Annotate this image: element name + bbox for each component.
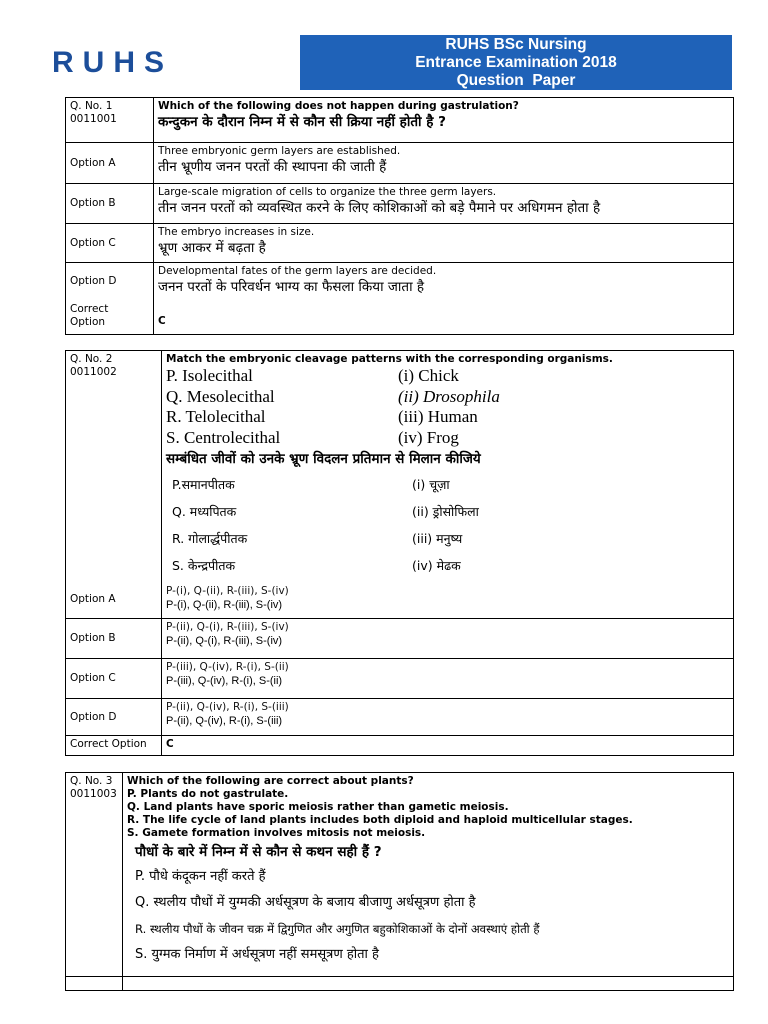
q1-option-d-row (66, 263, 734, 335)
q3-number-cell (66, 773, 123, 977)
q1-option-c-row (66, 224, 734, 263)
q2-option-b-cell (162, 619, 734, 659)
q2-left-q: Q. Mesolecithal (166, 386, 275, 406)
banner-line-1: RUHS BSc Nursing (445, 36, 587, 53)
q2-option-a-line2: P-(i), Q-(ii), R-(iii), S-(iv) (166, 599, 283, 611)
q1-correct-label: Correct Option (70, 303, 109, 328)
q2-question-hi: सम्बंधित जीवों को उनके भ्रूण विदलन प्रतिमान से मिलान कीजिये (166, 451, 481, 467)
q3-statement-en-s: S. Gamete formation involves mitosis not meiosis. (127, 827, 426, 839)
q2-option-a-label: Option A (70, 593, 116, 605)
q1-question-hi: कन्दुकन के दौरान निम्न में से कौन सी क्रिया नहीं होती है ? (158, 114, 446, 130)
q1-option-b-row (66, 184, 734, 224)
question-2-table (65, 350, 734, 756)
q3-number: Q. No. 3 (70, 775, 113, 787)
q2-left-hi-p: P.समानपीतक (172, 477, 235, 492)
q3-statement-en-p: P. Plants do not gastrulate. (127, 788, 289, 800)
q3-question-en: Which of the following are correct about plants? (127, 775, 414, 787)
q1-question-en: Which of the following does not happen during gastrulation? (158, 100, 519, 112)
q1-option-b-cell (154, 184, 734, 224)
q1-id: 0011001 (70, 113, 117, 125)
q2-correct-row (66, 736, 734, 756)
q2-left-p: P. Isolecithal (166, 366, 253, 385)
q1-option-a-label: Option A (66, 143, 154, 184)
exam-title-banner (300, 35, 732, 90)
q1-option-d-label-cell (66, 263, 154, 335)
q3-statement-hi-s: S. युग्मक निर्माण में अर्धसूत्रण नहीं समसूत्रण होता है (135, 947, 379, 962)
q3-id: 0011003 (70, 788, 117, 800)
q2-left-hi-r: R. गोलार्द्धपीतक (172, 531, 248, 546)
q3-statement-en-r: R. The life cycle of land plants includes both diploid and haploid multicellular stages. (127, 814, 633, 826)
q2-option-d-cell (162, 699, 734, 736)
q2-right-hi-ii: (ii) ड्रोसोफिला (412, 504, 479, 519)
q1-option-d-cell (154, 263, 734, 335)
q2-right-iii: (iii) Human (398, 407, 478, 426)
q1-correct-value: C (158, 315, 166, 327)
q2-option-c-label: Option C (66, 659, 162, 699)
q2-right-hi-iv: (iv) मेढक (412, 558, 461, 573)
q1-option-a-cell (154, 143, 734, 184)
q3-statement-hi-r: R. स्थलीय पौधों के जीवन चक्र में द्विगुणित और अगुणित बहुकोशिकाओं के दोनों अवस्थाएं होती हैं (135, 922, 540, 936)
q1-question-row (66, 98, 734, 143)
q2-option-d-line1: P-(ii), Q-(iv), R-(i), S-(iii) (166, 701, 289, 713)
banner-line-3: Question Paper (456, 72, 576, 89)
q2-option-c-row (66, 659, 734, 699)
q2-option-d-row (66, 699, 734, 736)
q3-next-row-content (123, 977, 734, 991)
q2-correct-label: Correct Option (66, 736, 162, 756)
q2-option-b-row (66, 619, 734, 659)
q2-question-en: Match the embryonic cleavage patterns with the corresponding organisms. (166, 353, 613, 365)
q2-right-ii: (ii) Drosophila (398, 386, 500, 406)
q2-right-hi-i: (i) चूज़ा (412, 477, 450, 492)
q1-option-b-label: Option B (66, 184, 154, 224)
ruhs-logo: RUHS (52, 46, 174, 79)
q2-left-s: S. Centrolecithal (166, 427, 281, 447)
q2-option-b-line2: P-(ii), Q-(i), R-(iii), S-(iv) (166, 635, 283, 647)
q1-option-b-hi: तीन जनन परतों को व्यवस्थित करने के लिए कोशिकाओं को बड़े पैमाने पर अधिगमन होता है (158, 200, 601, 216)
q1-option-c-hi: भ्रूण आकर में बढ़ता है (158, 240, 266, 256)
q3-next-row (66, 977, 734, 991)
q2-correct-value: C (162, 736, 734, 756)
q2-left-r: R. Telolecithal (166, 407, 266, 426)
q2-id: 0011002 (70, 366, 117, 378)
q2-question-row (66, 351, 734, 619)
q1-option-b-en: Large-scale migration of cells to organize the three germ layers. (158, 186, 497, 198)
q1-number: Q. No. 1 (70, 100, 113, 112)
q2-left-hi-q: Q. मध्यपितक (172, 504, 237, 519)
q2-option-b-line1: P-(ii), Q-(i), R-(iii), S-(iv) (166, 621, 289, 633)
q1-option-c-cell (154, 224, 734, 263)
q1-number-cell (66, 98, 154, 143)
question-3-table (65, 772, 734, 991)
q3-question-row (66, 773, 734, 977)
q1-option-a-row (66, 143, 734, 184)
q3-statement-hi-q: Q. स्थलीय पौधों में युग्मकी अर्धसूत्रण के बजाय बीजाणु अर्धसूत्रण होता है (135, 895, 476, 910)
q2-right-i: (i) Chick (398, 366, 459, 385)
q2-option-b-label: Option B (66, 619, 162, 659)
q1-option-c-label: Option C (66, 224, 154, 263)
q2-question-cell (162, 351, 734, 619)
q2-right-iv: (iv) Frog (398, 427, 459, 447)
q2-option-a-line1: P-(i), Q-(ii), R-(iii), S-(iv) (166, 585, 289, 597)
q2-option-c-line1: P-(iii), Q-(iv), R-(i), S-(ii) (166, 661, 289, 673)
q3-question-cell (123, 773, 734, 977)
q2-option-c-cell (162, 659, 734, 699)
q3-question-hi: पौधों के बारे में निम्न में से कौन से कथन सही हैं ? (135, 844, 382, 860)
q1-option-d-en: Developmental fates of the germ layers are decided. (158, 265, 437, 277)
question-1-table (65, 97, 734, 335)
q2-number-cell (66, 351, 162, 619)
q2-number: Q. No. 2 (70, 353, 113, 365)
banner-line-2: Entrance Examination 2018 (415, 54, 617, 71)
q2-match-table-en (166, 366, 729, 448)
q1-option-d-label: Option D (70, 275, 117, 287)
q2-option-d-label: Option D (66, 699, 162, 736)
q2-option-a-values (166, 585, 729, 612)
q2-option-d-line2: P-(ii), Q-(iv), R-(i), S-(iii) (166, 715, 283, 727)
q3-statement-hi-p: P. पौधे कंदूकन नहीं करते हैं (135, 869, 266, 884)
q3-next-row-label (66, 977, 123, 991)
q1-option-d-hi: जनन परतों के परिवर्धन भाग्य का फैसला किया जाता है (158, 279, 425, 295)
q1-option-a-hi: तीन भ्रूणीय जनन परतों की स्थापना की जाती हैं (158, 159, 387, 175)
q2-match-table-hi (166, 471, 729, 579)
q2-left-hi-s: S. केन्द्रपीतक (172, 558, 236, 573)
q2-option-c-line2: P-(iii), Q-(iv), R-(i), S-(ii) (166, 675, 283, 687)
q1-question-cell (154, 98, 734, 143)
q1-option-c-en: The embryo increases in size. (158, 226, 315, 238)
q2-right-hi-iii: (iii) मनुष्य (412, 531, 463, 546)
q3-statement-en-q: Q. Land plants have sporic meiosis rather than gametic meiosis. (127, 801, 509, 813)
q1-option-a-en: Three embryonic germ layers are established. (158, 145, 401, 157)
